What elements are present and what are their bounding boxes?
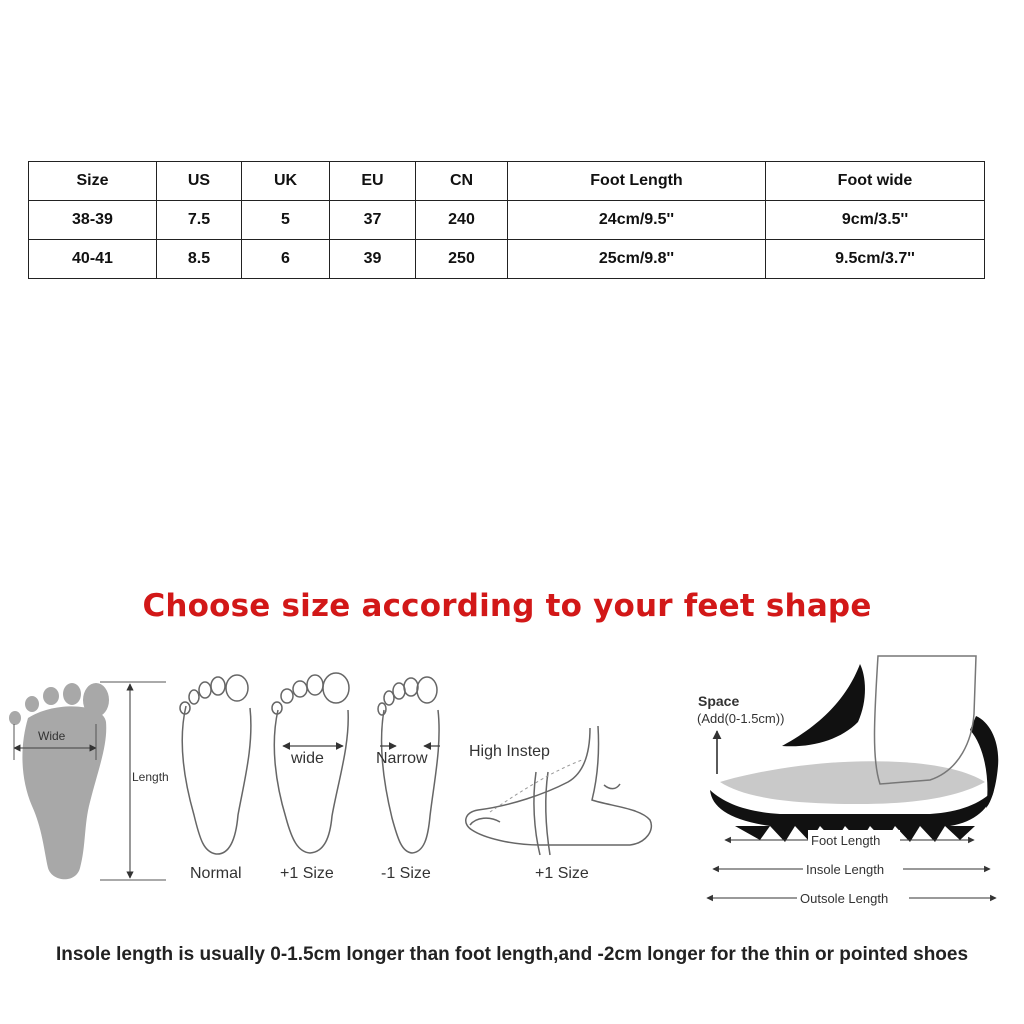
header-cn: CN — [416, 162, 508, 201]
table-cell: 7.5 — [157, 201, 242, 240]
shoe-cross-section-icon — [710, 656, 998, 842]
table-cell: 25cm/9.8'' — [508, 240, 766, 279]
space-value: (Add(0-1.5cm)) — [697, 711, 785, 726]
foot-measurement-diagram — [0, 650, 1024, 920]
high-instep-caption: +1 Size — [535, 865, 589, 882]
narrow-foot-label: Narrow — [376, 750, 428, 767]
table-cell: 9cm/3.5'' — [766, 201, 985, 240]
header-foot-length: Foot Length — [508, 162, 766, 201]
table-cell: 6 — [242, 240, 330, 279]
header-uk: UK — [242, 162, 330, 201]
table-cell: 37 — [330, 201, 416, 240]
header-us: US — [157, 162, 242, 201]
table-cell: 9.5cm/3.7'' — [766, 240, 985, 279]
wide-foot-label: wide — [291, 750, 324, 767]
table-cell: 38-39 — [29, 201, 157, 240]
table-cell: 8.5 — [157, 240, 242, 279]
table-cell: 250 — [416, 240, 508, 279]
high-instep-label: High Instep — [469, 743, 550, 760]
table-cell: 39 — [330, 240, 416, 279]
size-chart-table — [28, 161, 985, 279]
space-label: Space — [698, 693, 740, 709]
foot-length-label: Foot Length — [811, 833, 881, 848]
table-cell: 5 — [242, 201, 330, 240]
table-header-row — [29, 162, 985, 201]
header-foot-wide: Foot wide — [766, 162, 985, 201]
insole-length-label: Insole Length — [806, 862, 885, 877]
headline: Choose size according to your feet shape — [142, 588, 872, 624]
table-row — [29, 201, 985, 240]
table-row — [29, 240, 985, 279]
outsole-length-label: Outsole Length — [800, 891, 889, 906]
wide-foot-caption: +1 Size — [280, 865, 334, 882]
table-cell: 240 — [416, 201, 508, 240]
header-eu: EU — [330, 162, 416, 201]
table-cell: 40-41 — [29, 240, 157, 279]
table-cell: 24cm/9.5'' — [508, 201, 766, 240]
narrow-foot-caption: -1 Size — [381, 865, 431, 882]
footprint-icon — [9, 683, 109, 879]
insole-length-note: Insole length is usually 0-1.5cm longer than foot length,and -2cm longer for the thin or pointed shoes — [55, 944, 969, 965]
normal-caption: Normal — [190, 865, 242, 882]
length-label: Length — [132, 770, 169, 784]
wide-label: Wide — [38, 729, 66, 743]
normal-foot-icon — [180, 675, 251, 854]
header-size: Size — [29, 162, 157, 201]
